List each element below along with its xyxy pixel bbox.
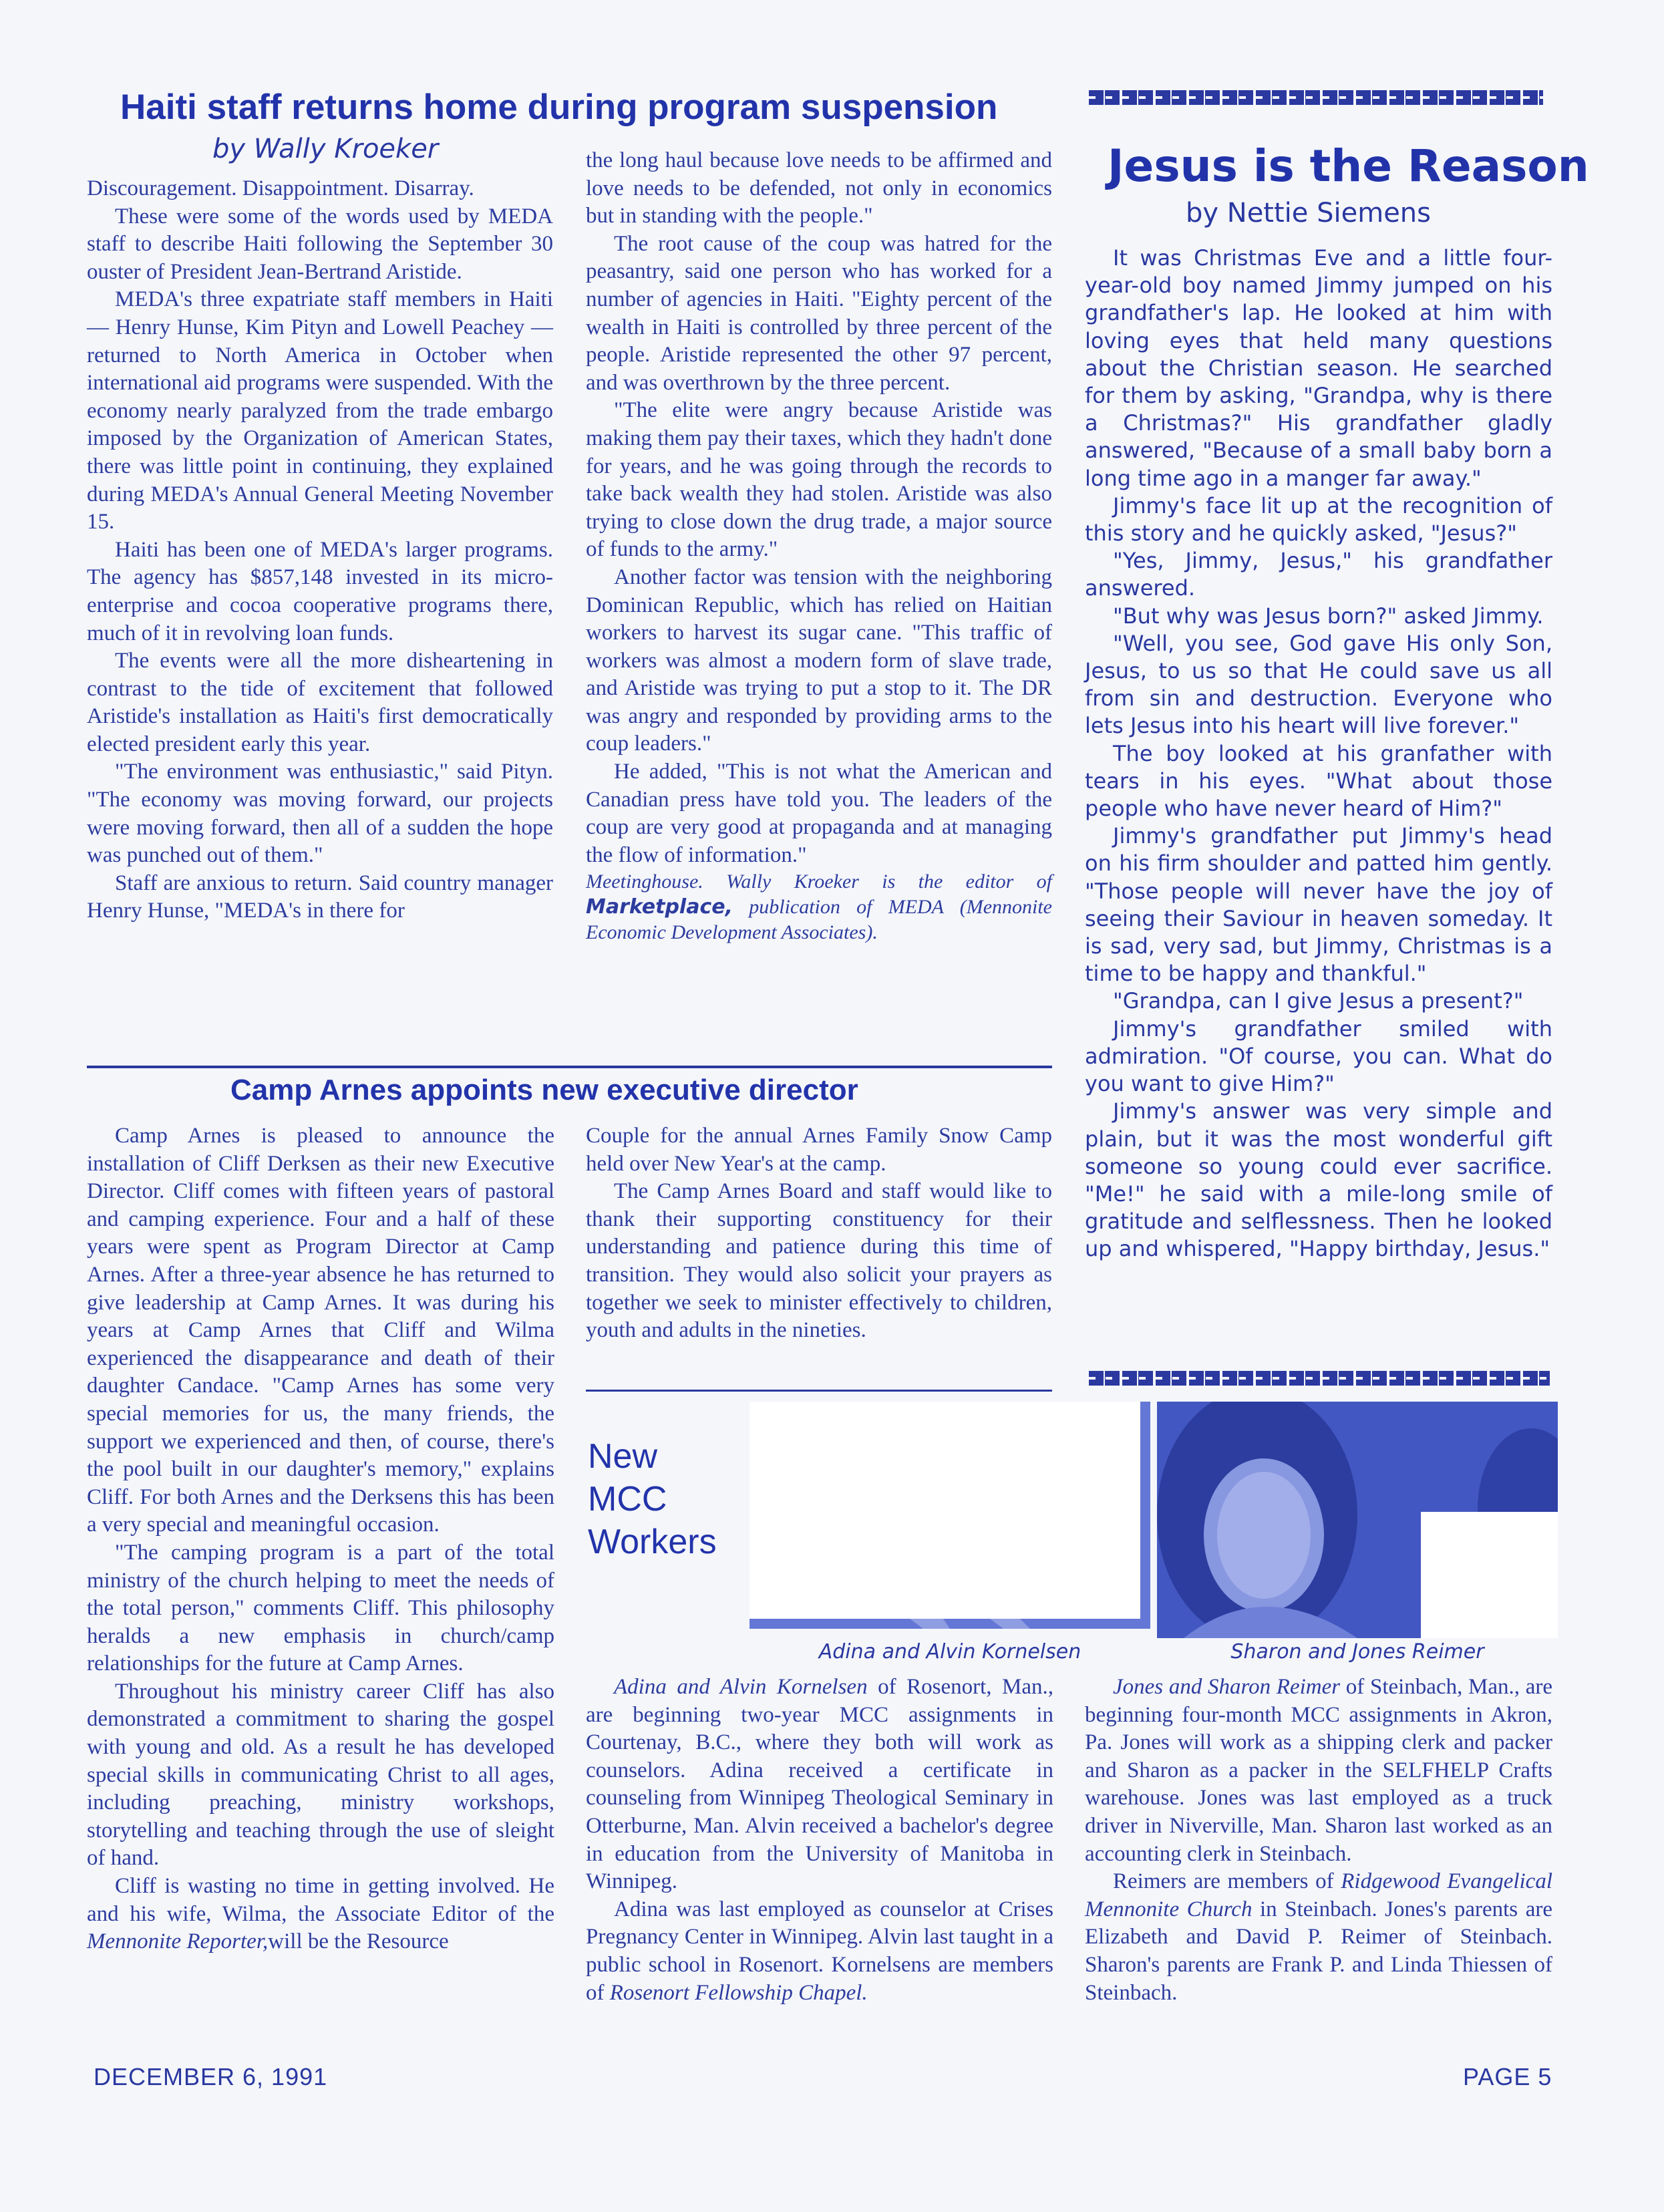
haiti-credit: [586, 869, 1052, 945]
kornelsen-body: of Rosenort, Man., are beginning two-year MCC assignments in Courtenay, B.C., where they both will work as counselors. Adina received a certificate in counseling from Winnipeg Theological Seminary in Otterburne, Man. Alvin received a bachelor's degree in education from the University of Manitoba in Winnipeg.: [586, 1675, 1054, 1894]
mcc-heading-line: New: [588, 1437, 658, 1476]
haiti-credit-tail: publication of MEDA (Mennonite Economic Development Associates).: [586, 896, 1052, 944]
jesus-paragraph: "Well, you see, God gave His only Son, Jesus, to us so that He could save us all from sin and destruction. Everyone who lets Jesus into his heart will live forever.": [1085, 630, 1552, 739]
camp-paragraph: Throughout his ministry career Cliff has also demonstrated a commitment to sharing the gospel with young and old. As a result he has developed special skills in communicating Christ to all ages, including preaching, ministry workshops, storytelling and teaching through the use of sleight of hand.: [87, 1679, 554, 1871]
haiti-column-2: [586, 147, 1052, 945]
camp-paragraph: [87, 1873, 554, 1956]
kornelsen-text: [586, 1674, 1053, 2007]
reimer-text: [1085, 1674, 1552, 2007]
reimer-photo: [1157, 1402, 1558, 1638]
photo-illustration-reimer: [1157, 1402, 1558, 1638]
camp-publication: Mennonite Reporter,: [87, 1929, 269, 1954]
mcc-heading: [588, 1435, 717, 1563]
reimer-paragraph: [1085, 1868, 1552, 2007]
camp-last-lead: Cliff is wasting no time in getting involved. He and his wife, Wilma, the Associate Editor of the: [87, 1874, 554, 1926]
haiti-paragraph: Haiti has been one of MEDA's larger programs. The agency has $857,148 invested in its micro-enterprise and cocoa cooperative programs there, much of it in revolving loan funds.: [87, 537, 553, 645]
jesus-byline: by Nettie Siemens: [1186, 198, 1431, 228]
kornelsen-paragraph: [586, 1896, 1053, 2007]
haiti-paragraph: MEDA's three expatriate staff members in Haiti — Henry Hunse, Kim Pityn and Lowell Peachey — returned to North America in October when international aid programs were suspended. With the economy nearly paralyzed from the trade embargo imposed by the Organization of American States, there was little point in continuing, they explained during MEDA's Annual General Meeting November 15.: [87, 287, 553, 534]
camp-last-tail: will be the Resource: [268, 1929, 449, 1954]
jesus-paragraph: It was Christmas Eve and a little four-year-old boy named Jimmy jumped on his grandfather's lap. He looked at him with loving eyes that held many questions about the Christian season. He searched for them by asking, "Grandpa, why is there a Christmas?" His grandfather gladly answered, "Because of a small baby born a long time ago in a manger far away.": [1085, 245, 1552, 491]
haiti-credit-publication: Marketplace,: [586, 895, 733, 919]
jesus-body: [1085, 245, 1552, 1263]
jesus-paragraph: Jimmy's grandfather smiled with admiration. "Of course, you can. What do you want to give Him?": [1085, 1015, 1552, 1097]
haiti-byline: by Wally Kroeker: [212, 134, 439, 164]
jesus-paragraph: Jimmy's answer was very simple and plain, but it was the most wonderful gift someone so young could ever sacrifice. "Me!" he said with a mile-long smile of gratitude and selflessness. Then he looked up and whispered, "Happy birthday, Jesus.": [1085, 1098, 1552, 1262]
haiti-credit-lead: Meetinghouse. Wally Kroeker is the editor of: [586, 871, 1052, 893]
haiti-column-1: [87, 175, 553, 925]
reimer-paragraph: [1085, 1674, 1552, 1868]
camp-paragraph: The Camp Arnes Board and staff would like to thank their supporting constituency for their understanding and patience during this time of transition. They would also solicit your prayers as together we seek to minister effectively to children, youth and adults in the nineties.: [586, 1179, 1052, 1343]
haiti-paragraph: These were some of the words used by MEDA staff to describe Haiti following the September 30 ouster of President Jean-Bertrand Aristide.: [87, 204, 553, 284]
footer-page-number: PAGE 5: [1463, 2063, 1552, 2090]
jesus-paragraph: "Yes, Jimmy, Jesus," his grandfather answered.: [1085, 548, 1552, 601]
haiti-paragraph: the long haul because love needs to be affirmed and love needs to be defended, not only in economics but in standing with the people.": [586, 148, 1052, 228]
camp-paragraph: Couple for the annual Arnes Family Snow Camp held over New Year's at the camp.: [586, 1124, 1052, 1176]
camp-column-2: [586, 1122, 1052, 1345]
jesus-title: Jesus is the Reason: [1108, 140, 1589, 192]
haiti-paragraph: He added, "This is not what the American and Canadian press have told you. The leaders of the coup are very good at propaganda and at managing the flow of information.": [586, 760, 1052, 867]
camp-paragraph: "The camping program is a part of the total ministry of the church helping to meet the needs of the total person," comments Cliff. This philosophy heralds a new emphasis in church/camp relationships for the future at Camp Arnes.: [87, 1540, 554, 1676]
haiti-paragraph: The events were all the more disheartening in contrast to the tide of excitement that followed Aristide's installation as Haiti's first democratically elected president early this year.: [87, 649, 553, 756]
mcc-heading-line: Workers: [588, 1523, 717, 1561]
haiti-title: Haiti staff returns home during program suspension: [120, 88, 998, 127]
kornelsen-paragraph: [586, 1674, 1053, 1896]
jesus-paragraph: Jimmy's grandfather put Jimmy's head on his firm shoulder and patted him gently. "Those people will never have the joy of seeing their Saviour in heaven someday. It is sad, very sad, but Jimmy, Christmas is a time to be happy and thankful.": [1085, 823, 1552, 987]
jesus-paragraph: "Grandpa, can I give Jesus a present?": [1113, 988, 1524, 1014]
reimer-body: in Steinbach. Jones's parents are Elizabeth and David P. Reimer of Steinbach. Sharon's parents are Frank P. and Linda Thiessen of Steinbach.: [1085, 1897, 1552, 2005]
reimer-body: of Steinbach, Man., are beginning four-month MCC assignments in Akron, Pa. Jones will work as a shipping clerk and packer and Sharon as a packer in the SELFHELP Crafts warehouse. Jones was last employed as a truck driver in Niverville, Man. Sharon last worked as an accounting clerk in Steinbach.: [1085, 1675, 1552, 1866]
jesus-paragraph: "But why was Jesus born?" asked Jimmy.: [1113, 603, 1544, 629]
mcc-divider: [586, 1390, 1052, 1392]
kornelsen-church: Rosenort Fellowship Chapel.: [609, 1980, 868, 2005]
kornelsen-body: Adina was last employed as counselor at Crises Pregnancy Center in Winnipeg. Alvin last taught in a public school in Rosenort. Kornelsens are members of: [586, 1897, 1053, 2005]
haiti-paragraph: The root cause of the coup was hatred for the peasantry, said one person who has worked for a number of agencies in Haiti. "Eighty percent of the wealth in Haiti is controlled by three percent of the people. Aristide represented the other 97 percent, and was overthrown by the three percent.: [586, 231, 1052, 395]
jesus-paragraph: Jimmy's face lit up at the recognition of this story and he quickly asked, "Jesus?": [1085, 492, 1552, 546]
decorative-border-top: [1089, 90, 1543, 105]
camp-title: Camp Arnes appoints new executive director: [230, 1074, 858, 1106]
footer-date: DECEMBER 6, 1991: [94, 2063, 328, 2090]
decorative-border-bottom: [1089, 1371, 1550, 1386]
haiti-paragraph: "The elite were angry because Aristide was making them pay their taxes, which they hadn't done for years, and he was going through the records to take back wealth they had stolen. Aristide was also trying to close down the drug trade, a major source of funds to the army.": [586, 398, 1052, 562]
reimer-body: Reimers are members of: [1113, 1869, 1341, 1894]
reimer-church: Ridgewood Evangelical Mennonite Church: [1085, 1869, 1552, 1921]
jesus-paragraph: The boy looked at his granfather with tears in his eyes. "What about those people who have never heard of Him?": [1085, 740, 1552, 822]
camp-paragraph: Camp Arnes is pleased to announce the installation of Cliff Derksen as their new Executive Director. Cliff comes with fifteen years of pastoral and camping experience. Four and a half of these years were spent as Program Director at Camp Arnes. After a three-year absence he has returned to give leadership at Camp Arnes. It was during his years at Camp Arnes that Cliff and Wilma experienced the disappearance and death of their daughter Candace. "Camp Arnes has some very special memories for us, the many friends, the support we experienced and then, of course, there's the pool built in our daughter's memory," explains Cliff. For both Arnes and the Derksens this has been a very special and meaningful occasion.: [87, 1124, 554, 1537]
haiti-paragraph: Discouragement. Disappointment. Disarray.: [87, 176, 474, 200]
reimer-caption: Sharon and Jones Reimer: [1230, 1640, 1484, 1664]
reimer-names: Jones and Sharon Reimer: [1113, 1675, 1341, 1699]
section-divider: [87, 1066, 1052, 1068]
kornelsen-caption: Adina and Alvin Kornelsen: [818, 1640, 1081, 1664]
haiti-paragraph: Another factor was tension with the neighboring Dominican Republic, which has relied on Haitian workers to harvest its sugar cane. "This traffic of workers was almost a modern form of slave trade, and Aristide was trying to put a stop to it. The DR was angry and responded by providing arms to the coup leaders.": [586, 565, 1052, 756]
haiti-paragraph: Staff are anxious to return. Said country manager Henry Hunse, "MEDA's in there for: [87, 871, 553, 923]
photo-illustration-kornelsen: [750, 1402, 1150, 1629]
kornelsen-photo: [750, 1402, 1150, 1629]
kornelsen-names: Adina and Alvin Kornelsen: [614, 1675, 868, 1699]
haiti-paragraph: "The environment was enthusiastic," said Pityn. "The economy was moving forward, our projects were moving forward, then all of a sudden the hope was punched out of them.": [87, 760, 553, 868]
camp-column-1: [87, 1122, 554, 1956]
mcc-heading-line: MCC: [588, 1480, 667, 1519]
